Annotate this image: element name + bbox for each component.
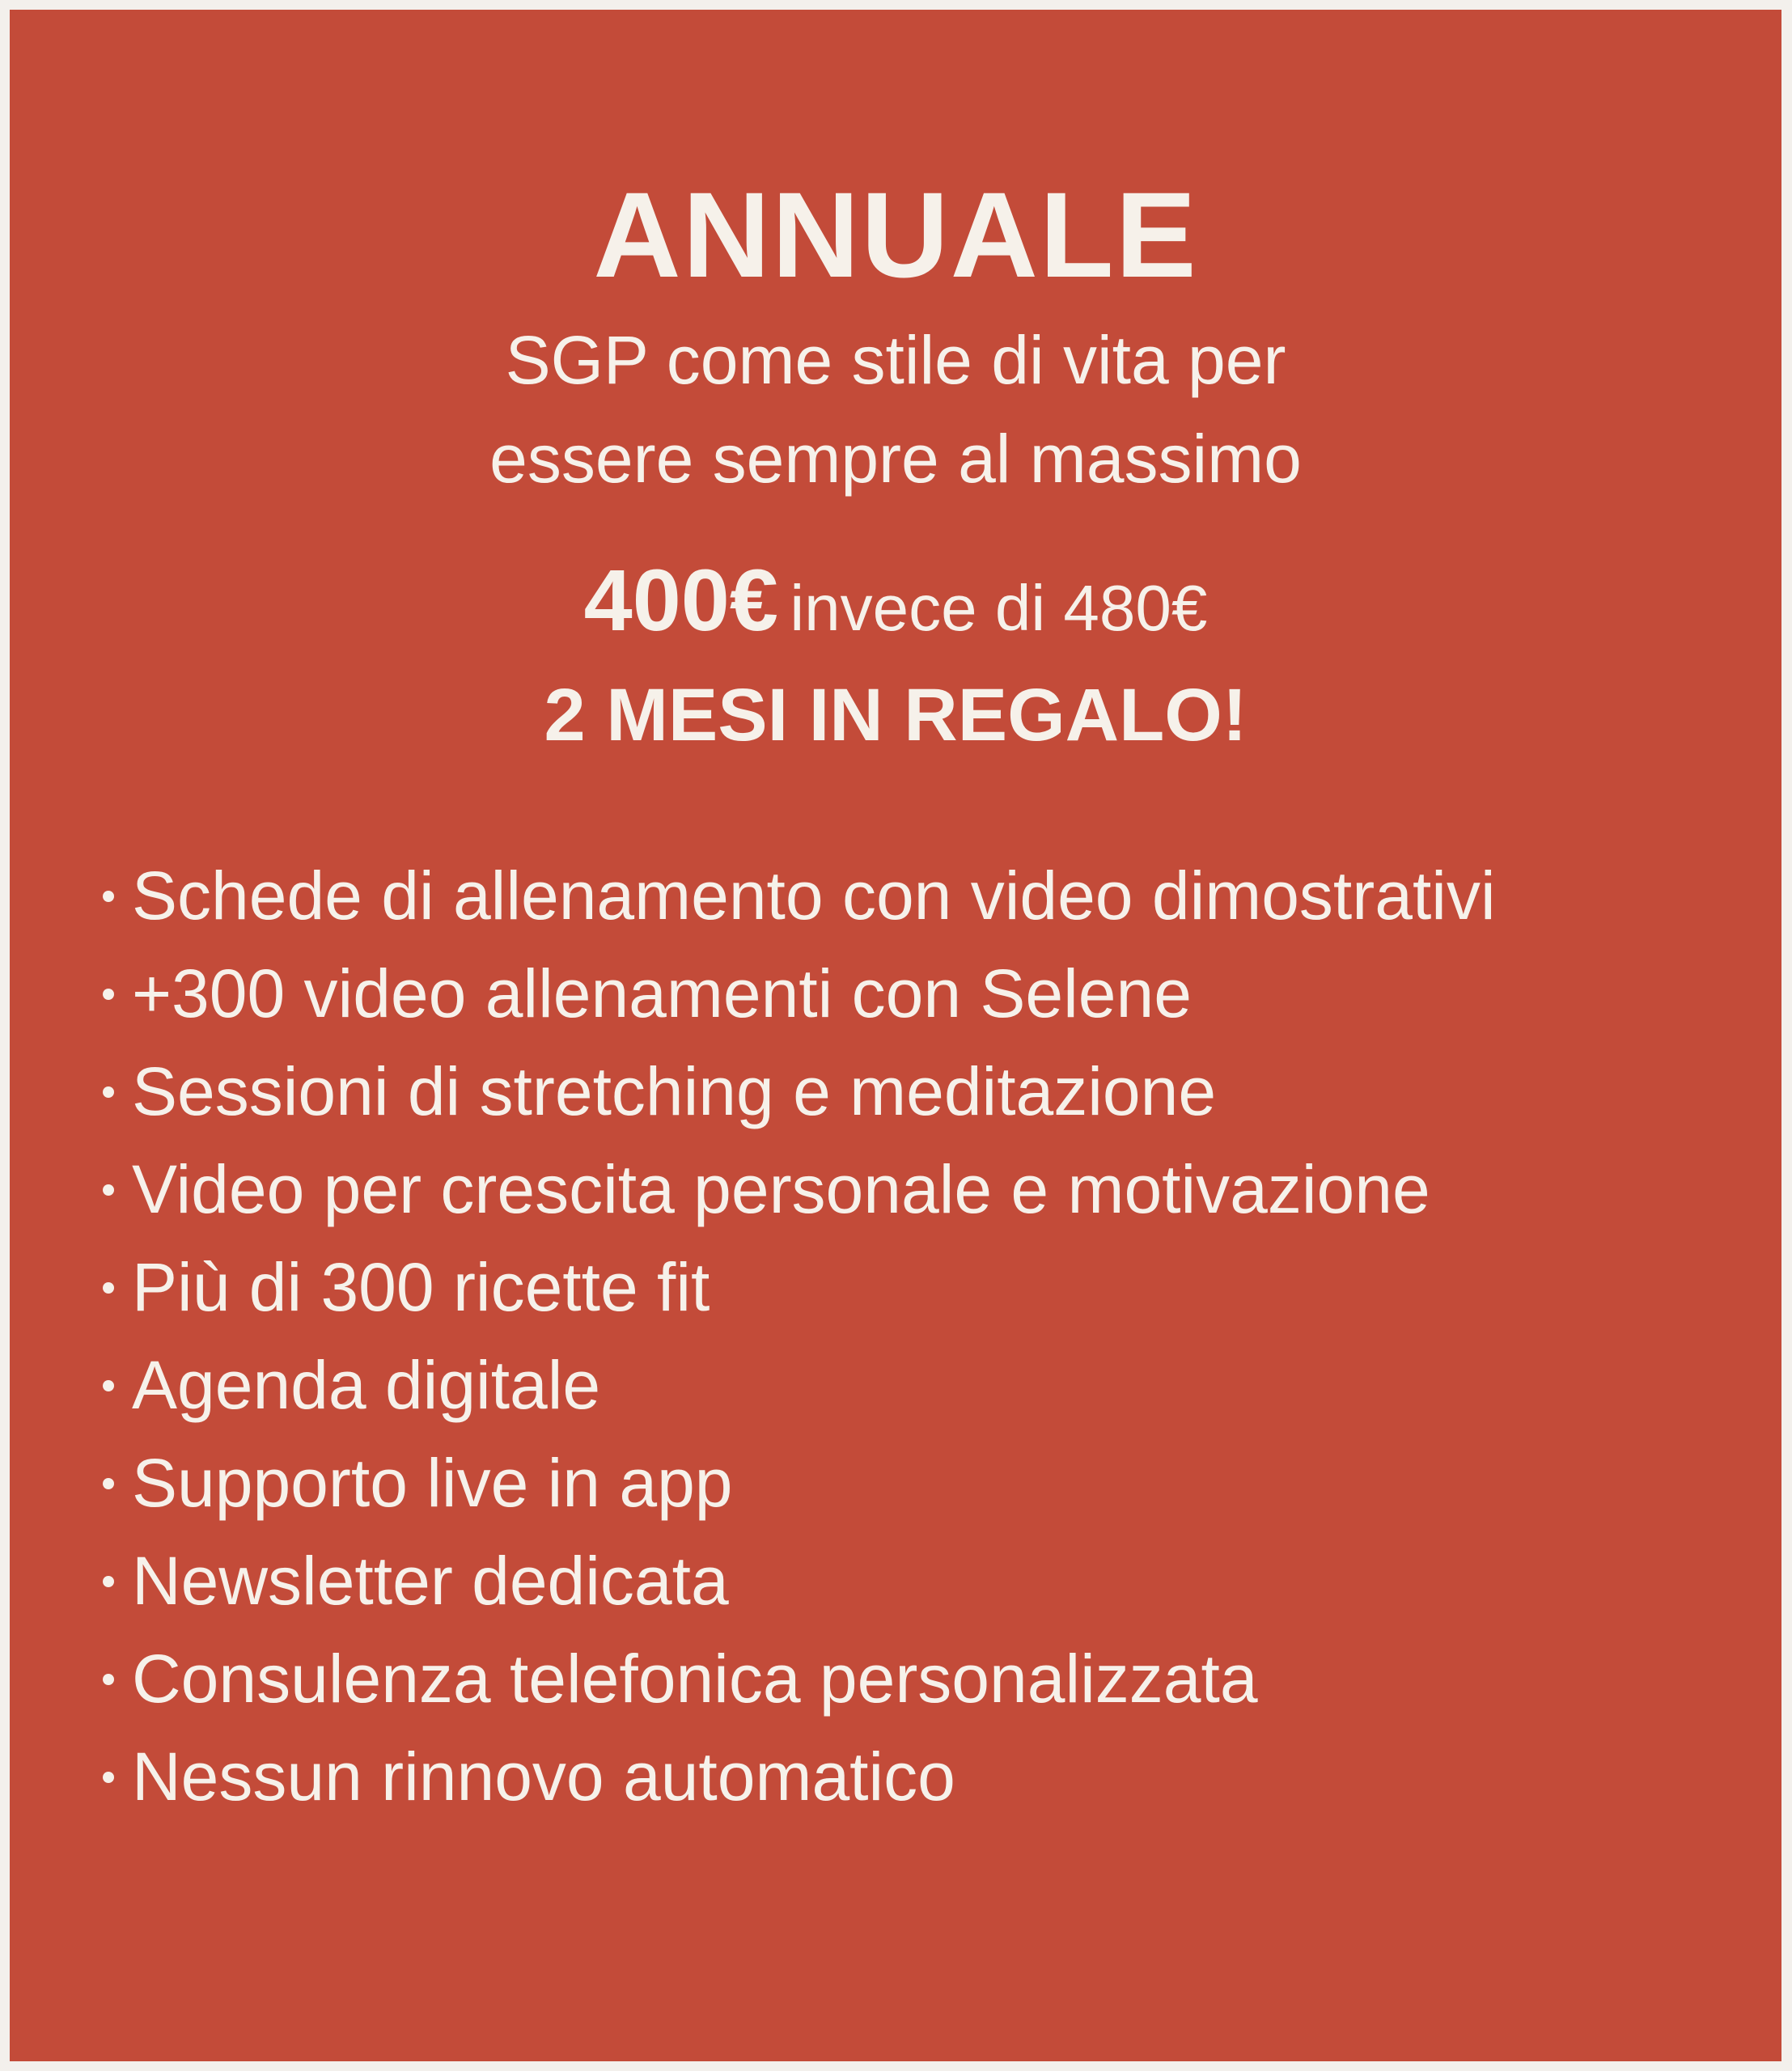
feature-item (103, 1630, 1496, 1728)
feature-label: Nessun rinnovo automatico (132, 1739, 955, 1815)
plan-title: ANNUALE (593, 167, 1198, 303)
feature-label: Supporto live in app (132, 1445, 733, 1521)
feature-item (103, 1043, 1496, 1141)
feature-item (103, 1434, 1496, 1532)
feature-label: +300 video allenamenti con Selene (132, 955, 1192, 1031)
feature-item (103, 1336, 1496, 1434)
feature-item (103, 1532, 1496, 1630)
bullet-dot-icon (103, 1184, 114, 1196)
feature-label: Video per crescita personale e motivazione (132, 1151, 1430, 1227)
plan-card (10, 10, 1781, 2061)
plan-price: 400€ (583, 551, 778, 649)
bullet-dot-icon (103, 1772, 114, 1783)
feature-item (103, 1141, 1496, 1239)
feature-list (103, 847, 1496, 1826)
bullet-dot-icon (103, 1282, 114, 1294)
bullet-dot-icon (103, 891, 114, 902)
feature-label: Sessioni di stretching e meditazione (132, 1053, 1217, 1129)
feature-item (103, 847, 1496, 945)
plan-subtitle-line1: SGP come stile di vita per (505, 322, 1286, 398)
feature-label: Schede di allenamento con video dimostrativi (132, 858, 1496, 934)
feature-item (103, 945, 1496, 1043)
bullet-dot-icon (103, 1478, 114, 1489)
bullet-dot-icon (103, 1674, 114, 1685)
bullet-dot-icon (103, 1086, 114, 1098)
bullet-dot-icon (103, 1380, 114, 1391)
bullet-dot-icon (103, 1576, 114, 1587)
plan-subtitle-line2: essere sempre al massimo (489, 421, 1302, 497)
price-line (10, 552, 1781, 676)
promo-text: 2 MESI IN REGALO! (544, 674, 1248, 756)
plan-subtitle (10, 311, 1781, 508)
feature-label: Più di 300 ricette fit (132, 1249, 710, 1325)
feature-item (103, 1239, 1496, 1336)
feature-label: Agenda digitale (132, 1347, 601, 1423)
feature-item (103, 1728, 1496, 1826)
plan-price-compare: invece di 480€ (790, 572, 1208, 644)
feature-label: Newsletter dedicata (132, 1543, 729, 1619)
feature-label: Consulenza telefonica personalizzata (132, 1641, 1258, 1717)
bullet-dot-icon (103, 989, 114, 1000)
